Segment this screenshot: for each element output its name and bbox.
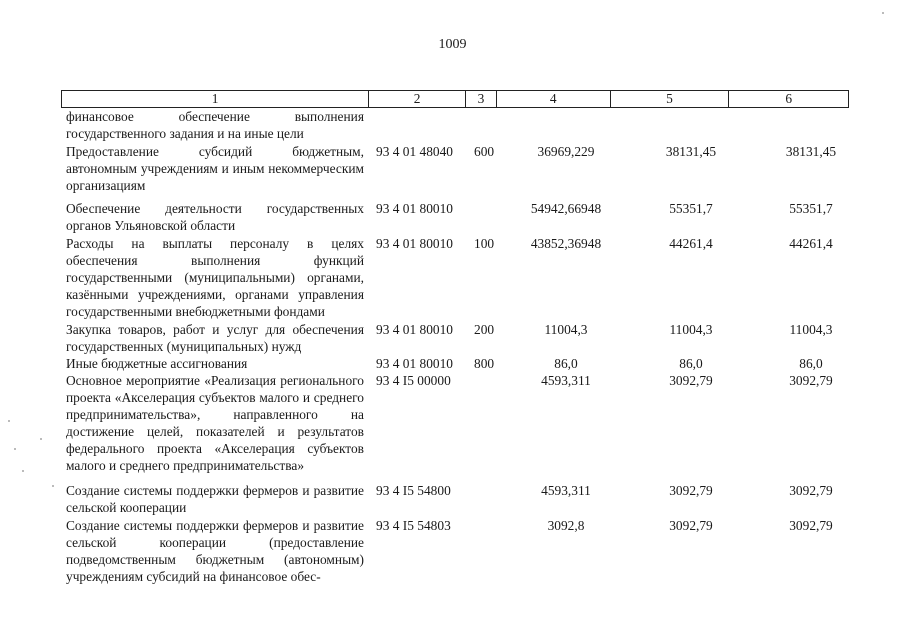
row-code: 93 4 I5 54803 — [376, 518, 451, 533]
row-value-col6: 3092,79 — [789, 373, 833, 388]
row-name: Иные бюджетные ассигнования — [66, 356, 248, 371]
row-vr: 200 — [474, 322, 495, 337]
row-value-col6: 38131,45 — [785, 144, 837, 159]
header-col-3: 3 — [466, 91, 497, 107]
row-value-col6: 55351,7 — [789, 201, 833, 216]
row-vr: 100 — [474, 236, 495, 251]
table-row — [66, 235, 856, 320]
row-value-col4: 43852,36948 — [530, 236, 602, 251]
row-value-col4: 11004,3 — [544, 322, 588, 337]
row-value-col6: 44261,4 — [789, 236, 833, 251]
row-value-col4: 36969,229 — [537, 144, 595, 159]
table-row — [66, 200, 856, 234]
table-row — [66, 482, 856, 516]
scan-speck — [52, 485, 54, 487]
table-body — [66, 108, 856, 585]
row-name: Предоставление субсидий бюджетным, автономным учреждениям и иным некоммерческим организациям — [66, 144, 364, 193]
scan-speck — [22, 470, 24, 472]
row-vr: 800 — [474, 356, 495, 371]
table-row — [66, 108, 856, 142]
row-code: 93 4 I5 54800 — [376, 483, 451, 498]
table-row — [66, 143, 856, 194]
row-name: Основное мероприятие «Реализация регионального проекта «Акселерация субъектов малого и среднего предпринимательства», направленного на достижение целей, показателей и результатов федерального проекта «Акселерация субъектов малого и среднего предпринимательства» — [66, 373, 364, 473]
scan-speck — [882, 12, 884, 14]
row-code: 93 4 01 80010 — [376, 201, 453, 216]
row-name: Закупка товаров, работ и услуг для обеспечения государственных (муниципальных) нужд — [66, 322, 364, 354]
table-row — [66, 321, 856, 355]
row-value-col5: 38131,45 — [665, 144, 717, 159]
row-value-col5: 86,0 — [679, 356, 703, 371]
row-name: Создание системы поддержки фермеров и развитие сельской кооперации (предоставление подведомственным бюджетным (автономным) учреждениям субсидий на финансовое обес- — [66, 518, 364, 584]
row-value-col4: 54942,66948 — [530, 201, 602, 216]
header-col-6: 6 — [785, 91, 793, 106]
scan-speck — [14, 448, 16, 450]
header-col-4: 4 — [497, 91, 611, 107]
scan-speck — [40, 438, 42, 440]
row-value-col4: 4593,311 — [541, 483, 591, 498]
row-name: Создание системы поддержки фермеров и развитие сельской кооперации — [66, 483, 364, 515]
scan-speck — [8, 420, 10, 422]
row-value-col5: 3092,79 — [669, 483, 713, 498]
table-row — [66, 372, 856, 474]
row-value-col4: 86,0 — [554, 356, 578, 371]
row-value-col6: 11004,3 — [789, 322, 833, 337]
table-row — [66, 517, 856, 585]
row-value-col5: 3092,79 — [669, 518, 713, 533]
row-value-col5: 3092,79 — [669, 373, 713, 388]
table-row — [66, 355, 856, 372]
table-header-row — [61, 90, 849, 108]
row-code: 93 4 01 80010 — [376, 356, 453, 371]
row-value-col6: 3092,79 — [789, 483, 833, 498]
row-name: Расходы на выплаты персоналу в целях обеспечения выполнения функций государственными (муниципальными) органами, казёнными учреждениями, органами управления государственными внебюджетными фондами — [66, 236, 364, 319]
row-value-col5: 55351,7 — [669, 201, 713, 216]
header-col-2: 2 — [369, 91, 466, 107]
row-value-col5: 44261,4 — [669, 236, 713, 251]
row-name: Обеспечение деятельности государственных органов Ульяновской области — [66, 201, 364, 233]
row-code: 93 4 I5 00000 — [376, 373, 451, 388]
page-number: 1009 — [438, 37, 467, 52]
row-code: 93 4 01 80010 — [376, 322, 453, 337]
row-vr: 600 — [474, 144, 495, 159]
row-value-col6: 86,0 — [799, 356, 823, 371]
row-value-col4: 3092,8 — [547, 518, 585, 533]
header-col-5: 5 — [611, 91, 730, 107]
row-value-col6: 3092,79 — [789, 518, 833, 533]
row-value-col5: 11004,3 — [669, 322, 713, 337]
row-code: 93 4 01 48040 — [376, 144, 453, 159]
header-col-1: 1 — [62, 91, 369, 107]
row-value-col4: 4593,311 — [541, 373, 591, 388]
row-name: финансовое обеспечение выполнения государственного задания и на иные цели — [66, 109, 364, 141]
row-code: 93 4 01 80010 — [376, 236, 453, 251]
